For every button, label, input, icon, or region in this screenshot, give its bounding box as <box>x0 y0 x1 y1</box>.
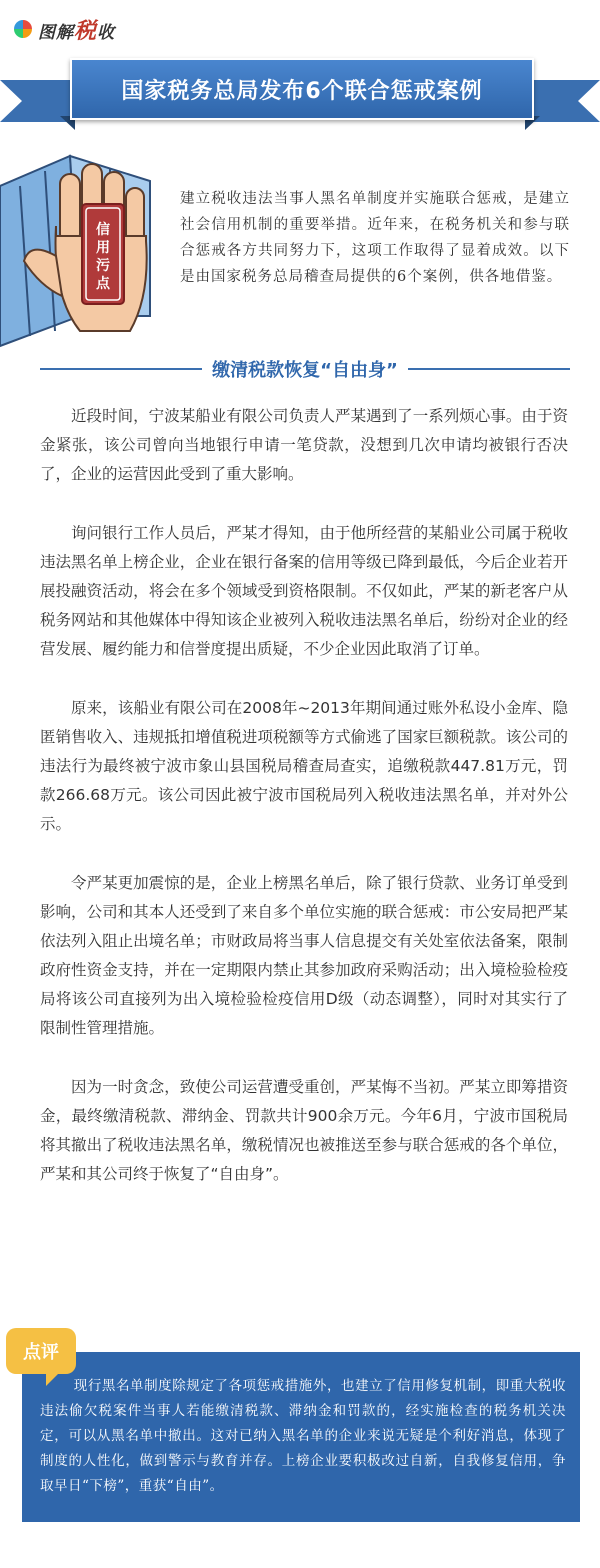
comment-text: 现行黑名单制度除规定了各项惩戒措施外，也建立了信用修复机制，即重大税收违法偷欠税案件当事人若能缴清税款、滞纳金和罚款的，经实施检查的税务机关决定，可以从黑名单中撤出。这对已纳入黑名单的企业来说无疑是个利好消息，体现了制度的人性化，做到警示与教育并存。上榜企业要积极改过自新，自我修复信用，争取早日“下榜”，重获“自由”。 <box>40 1378 566 1494</box>
comment-label-badge <box>6 1328 76 1374</box>
comment-box <box>22 1352 580 1522</box>
heading-divider-right <box>408 368 570 370</box>
body-paragraph: 令严某更加震惊的是，企业上榜黑名单后，除了银行贷款、业务订单受到影响，公司和其本人还受到了来自多个单位实施的联合惩戒：市公安局把严某依法列入阻止出境名单；市财政局将当事人信息提交有关处室依法备案，限制政府性资金支持，并在一定期限内禁止其参加政府采购活动；出入境检验检疫局将该公司直接列为出入境检验检疫信用D级（动态调整），同时对其实行了限制性管理措施。 <box>40 874 568 1037</box>
heading-divider-left <box>40 368 202 370</box>
hand-stop-illustration <box>0 146 165 356</box>
logo-icon <box>14 20 32 38</box>
body-paragraph: 询问银行工作人员后，严某才得知，由于他所经营的某船业公司属于税收违法黑名单上榜企业，企业在银行备案的信用等级已降到最低，今后企业若开展投融资活动，将会在多个领域受到资格限制。不仅如此，严某的新老客户从税务网站和其他媒体中得知该企业被列入税收违法黑名单后，纷纷对企业的经营发展、履约能力和信誉度提出质疑，不少企业因此取消了订单。 <box>40 524 568 658</box>
section-title: 缴清税款恢复“自由身” <box>212 360 398 381</box>
section-heading <box>40 352 570 386</box>
page-title: 国家税务总局发布6个联合惩戒案例 <box>121 78 483 104</box>
comment-label: 点评 <box>23 1342 59 1363</box>
title-ribbon <box>70 58 534 120</box>
site-logo[interactable] <box>14 14 115 44</box>
article-body <box>40 402 568 1219</box>
body-paragraph: 原来，该船业有限公司在2008年~2013年期间通过账外私设小金库、隐匿销售收入、违规抵扣增值税进项税额等方式偷逃了国家巨额税款。该公司的违法行为最终被宁波市象山县国税局稽查局查实，追缴税款447.81万元，罚款266.68万元。该公司因此被宁波市国税局列入税收违法黑名单，并对外公示。 <box>40 699 568 833</box>
svg-text:信: 信 <box>96 222 110 238</box>
body-paragraph: 近段时间，宁波某船业有限公司负责人严某遇到了一系列烦心事。由于资金紧张，该公司曾向当地银行申请一笔贷款，没想到几次申请均被银行否决了，企业的运营因此受到了重大影响。 <box>40 407 568 483</box>
logo-text <box>38 14 115 45</box>
logo-highlight: 税 <box>74 18 98 44</box>
svg-text:点: 点 <box>96 276 110 292</box>
logo-suffix: 收 <box>97 22 116 43</box>
svg-text:污: 污 <box>96 258 110 274</box>
intro-paragraph: 建立税收违法当事人黑名单制度并实施联合惩戒，是建立社会信用机制的重要举措。近年来，在税务机关和参与联合惩戒各方共同努力下，这项工作取得了显着成效。以下是由国家税务总局稽查局提供的6个案例，供各地借鉴。 <box>180 191 570 285</box>
body-paragraph: 因为一时贪念，致使公司运营遭受重创，严某悔不当初。严某立即筹措资金，最终缴清税款、滞纳金、罚款共计900余万元。今年6月，宁波市国税局将其撤出了税收违法黑名单，缴税情况也被推送至参与联合惩戒的各个单位，严某和其公司终于恢复了“自由身”。 <box>40 1078 568 1183</box>
svg-text:用: 用 <box>96 240 110 256</box>
logo-prefix: 图解 <box>38 22 74 43</box>
